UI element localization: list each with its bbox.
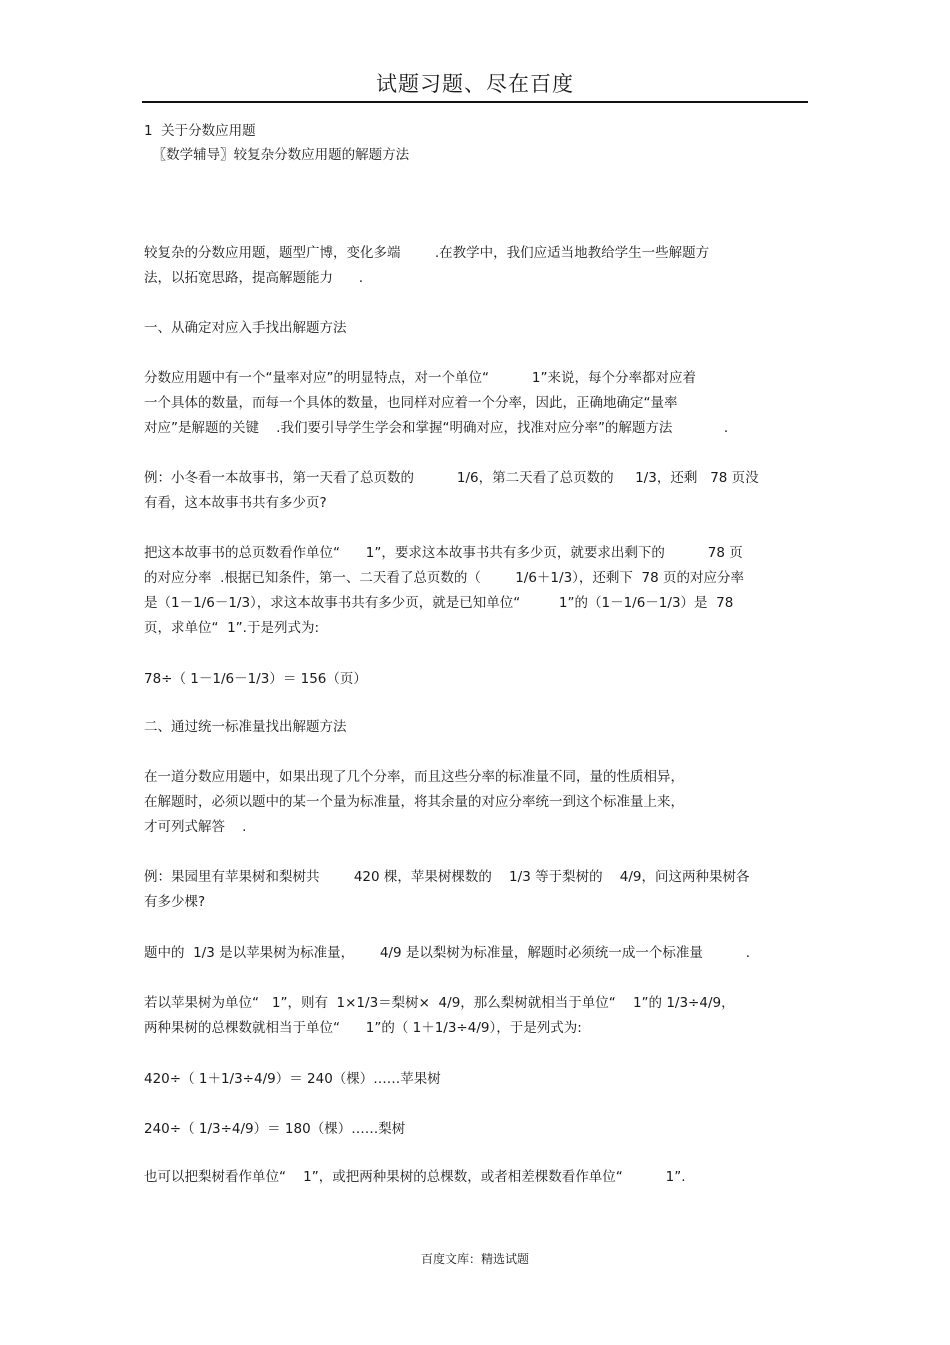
header-divider (142, 101, 808, 103)
page-footer: 百度文库：精选试题 (420, 1252, 529, 1266)
equation-line: 78÷（ 1－1/6－1/3）＝ 156（页） (144, 671, 367, 687)
paragraph-line: 题中的 1/3 是以苹果树为标准量， 4/9 是以梨树为标准量，解题时必须统一成一个标准量 . (144, 945, 751, 961)
paragraph-line: 较复杂的分数应用题，题型广博，变化多端 .在教学中，我们应适当地教给学生一些解题方 (144, 245, 710, 261)
paragraph-line: 两种果树的总棵数就相当于单位“ 1”的（ 1＋1/3÷4/9），于是列式为: (144, 1020, 582, 1036)
section-heading: 一、从确定对应入手找出解题方法 (144, 320, 347, 336)
section-heading: 1 关于分数应用题 (144, 123, 256, 139)
paragraph-line: 法，以拓宽思路，提高解题能力 . (144, 270, 364, 286)
equation-line: 240÷（ 1/3÷4/9）＝ 180（棵）……梨树 (144, 1121, 406, 1137)
paragraph-line: 是（1－1/6－1/3），求这本故事书共有多少页，就是已知单位“ 1”的（1－1/6－1/3）是 78 (144, 595, 734, 611)
paragraph-line: 在解题时，必须以题中的某一个量为标准量，将其余量的对应分率统一到这个标准量上来， (144, 794, 684, 810)
equation-line: 420÷（ 1＋1/3÷4/9）＝ 240（棵）……苹果树 (144, 1071, 441, 1087)
page-header-title: 试题习题、尽在百度 (376, 72, 574, 96)
paragraph-line: 的对应分率 .根据已知条件，第一、二天看了总页数的（ 1/6＋1/3），还剩下 78 页的对应分率 (144, 570, 744, 586)
section-heading: 二、通过统一标准量找出解题方法 (144, 719, 347, 735)
paragraph-line: 页，求单位“ 1”.于是列式为: (144, 620, 319, 636)
paragraph-line: 若以苹果树为单位“ 1”，则有 1×1/3＝梨树× 4/9，那么梨树就相当于单位“ 1”的 1/3÷4/9， (144, 995, 735, 1011)
example-line: 例：小冬看一本故事书，第一天看了总页数的 1/6，第二天看了总页数的 1/3，还剩 78 页没 (144, 470, 759, 486)
example-line: 例：果园里有苹果树和梨树共 420 棵，苹果树棵数的 1/3 等于梨树的 4/9，问这两种果树各 (144, 869, 750, 885)
paragraph-line: 也可以把梨树看作单位“ 1”，或把两种果树的总棵数，或者相差棵数看作单位“ 1”. (144, 1169, 686, 1185)
example-line: 有多少棵? (144, 894, 206, 910)
document-subtitle: 〖数学辅导〗较复杂分数应用题的解题方法 (144, 147, 410, 163)
paragraph-line: 一个具体的数量，而每一个具体的数量，也同样对应着一个分率，因此，正确地确定“量率 (144, 395, 678, 411)
paragraph-line: 对应”是解题的关键 .我们要引导学生学会和掌握“明确对应，找准对应分率”的解题方法 . (144, 420, 729, 436)
example-line: 有看，这本故事书共有多少页? (144, 495, 327, 511)
paragraph-line: 才可列式解答 . (144, 819, 247, 835)
paragraph-line: 分数应用题中有一个“量率对应”的明显特点，对一个单位“ 1”来说，每个分率都对应着 (144, 370, 696, 386)
paragraph-line: 在一道分数应用题中，如果出现了几个分率，而且这些分率的标准量不同，量的性质相异， (144, 769, 684, 785)
paragraph-line: 把这本故事书的总页数看作单位“ 1”，要求这本故事书共有多少页，就要求出剩下的 78 页 (144, 545, 743, 561)
